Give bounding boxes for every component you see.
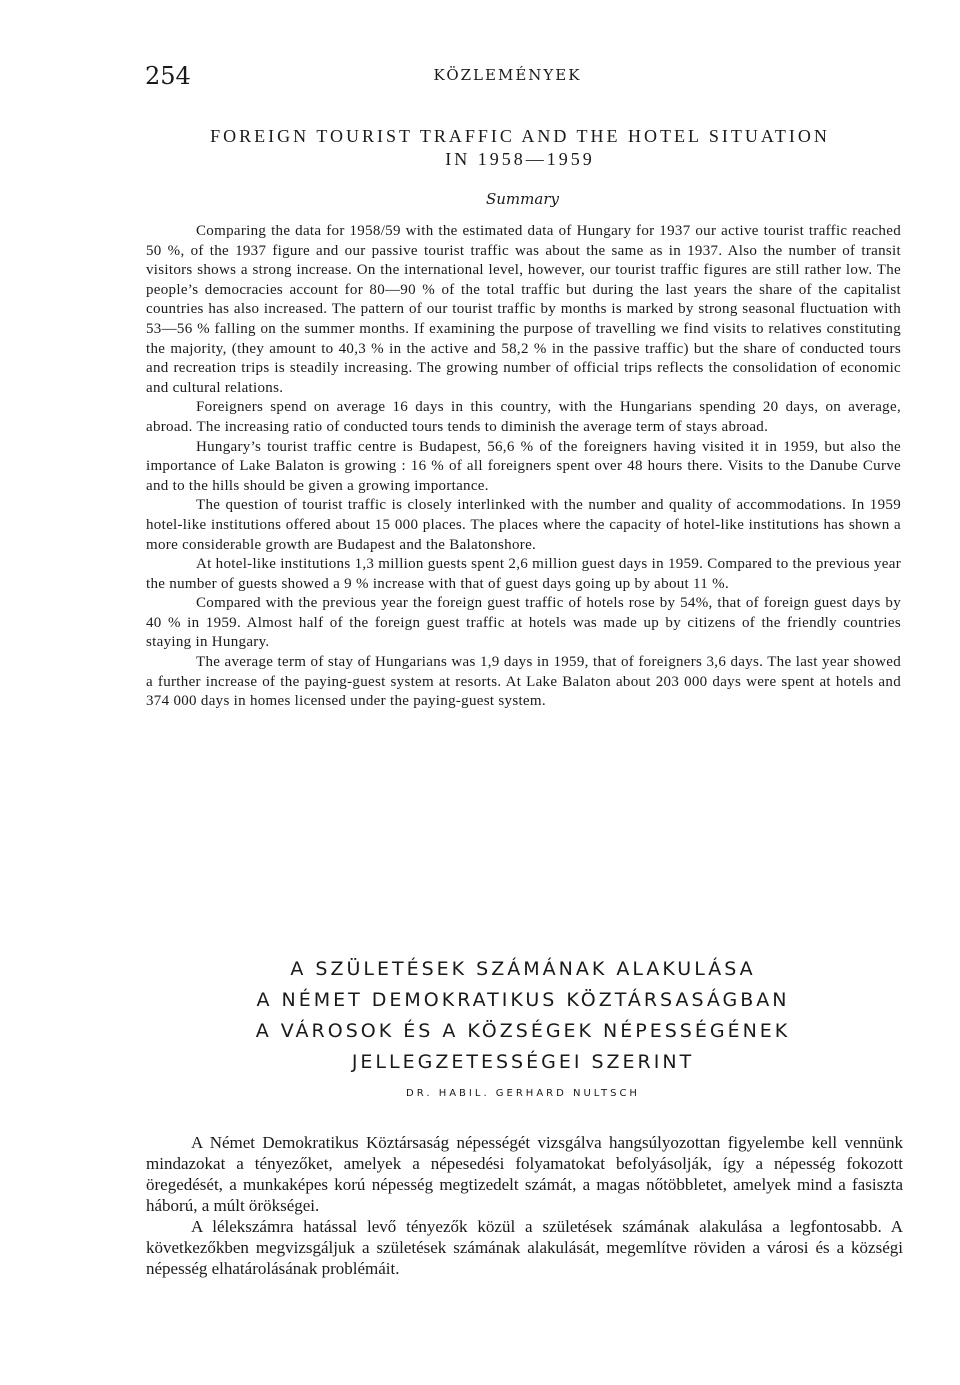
article2-body [146, 1132, 903, 1279]
summary-paragraph: The average term of stay of Hungarians was 1,9 days in 1959, that of foreigners 3,6 days. The last year showed a further increase of the paying-guest system at resorts. At Lake Balaton about 203 000 days were spent at hotels and 374 000 days in homes licensed under the paying-guest system. [146, 654, 901, 710]
summary-paragraph: Compared with the previous year the foreign guest traffic of hotels rose by 54%, that of foreign guest days by 40 % in 1959. Almost half of the foreign guest traffic at hotels was made up by citizens of the friendly countries staying in Hungary. [146, 595, 901, 651]
running-head [145, 62, 870, 92]
article-title-line-2: IN 1958—1959 [445, 149, 595, 170]
article2-title [150, 954, 896, 1078]
summary-body [146, 222, 901, 712]
article2-title-line-1: A SZÜLETÉSEK SZÁMÁNAK ALAKULÁSA [290, 958, 756, 980]
summary-paragraph: At hotel-like institutions 1,3 million guests spent 2,6 million guest days in 1959. Compared to the previous year the number of guests showed a 9 % increase with that of guest days going up by about 11 %. [146, 556, 901, 592]
article2-title-line-2: A NÉMET DEMOKRATIKUS KÖZTÁRSASÁGBAN [256, 989, 790, 1011]
summary-paragraph: Foreigners spend on average 16 days in this country, with the Hungarians spending 20 days, on average, abroad. The increasing ratio of conducted tours tends to diminish the average term of stays abroad. [146, 399, 901, 435]
article-title-line-1: FOREIGN TOURIST TRAFFIC AND THE HOTEL SITUATION [210, 126, 830, 146]
journal-title: KÖZLEMÉNYEK [433, 66, 582, 84]
summary-paragraph: The question of tourist traffic is closely interlinked with the number and quality of accommodations. In 1959 hotel-like institutions offered about 15 000 places. The places where the capacity of hotel-like institutions has shown a more considerable growth are Budapest and the Balatonshore. [146, 497, 901, 553]
body-paragraph: A lélekszámra hatással levő tényezők közül a születések számának alakulása a legfontosabb. A következőkben megvizsgáljuk a születések számának alakulását, megemlítve röviden a városi és a községi népesség elhatárolásának problémáit. [146, 1217, 903, 1278]
summary-paragraph: Hungary’s tourist traffic centre is Budapest, 56,6 % of the foreigners having visited it in 1959, but also the importance of Lake Balaton is growing : 16 % of all foreigners spent over 48 hours there. Visits to the Danube Curve and to the hills should be given a growing importance. [146, 438, 901, 494]
summary-paragraph: Comparing the data for 1958/59 with the estimated data of Hungary for 1937 our active tourist traffic reached 50 %, of the 1937 figure and our passive tourist traffic was about the same as in 1937. Also the number of transit visitors shows a strong increase. On the international level, however, our tourist traffic figures are still rather low. The people’s democracies account for 80—90 % of the total traffic but during the last years the share of the capitalist countries has also increased. The pattern of our tourist traffic by months is marked by strong seasonal fluctuation with 53—56 % falling on the summer months. If examining the purpose of travelling we find visits to relatives constituting the majority, (they amount to 40,3 % in the active and 58,2 % in the passive traffic) but the share of conducted tours and recreation trips is steadily increasing. The growing number of official trips reflects the consolidation of economic and cultural relations. [146, 223, 901, 396]
author-line: DR. HABIL. GERHARD NULTSCH [406, 1088, 640, 1099]
summary-heading: Summary [486, 190, 559, 208]
article2-title-line-4: JELLEGZETESSÉGEI SZERINT [351, 1051, 695, 1073]
article2-title-line-3: A VÁROSOK ÉS A KÖZSÉGEK NÉPESSÉGÉNEK [255, 1020, 791, 1042]
article-title [140, 125, 900, 172]
page-number: 254 [145, 62, 191, 90]
body-paragraph: A Német Demokratikus Köztársaság népességét vizsgálva hangsúlyozottan figyelembe kell vennünk mindazokat a tényezőket, amelyek a népesedési folyamatokat befolyásolják, így a népesség fokozott öregedését, a munkaképes korú népesség megtizedelt számát, a magas nőtöbbletet, amelyek mind a fasiszta háború, a múlt örökségei. [146, 1133, 903, 1215]
